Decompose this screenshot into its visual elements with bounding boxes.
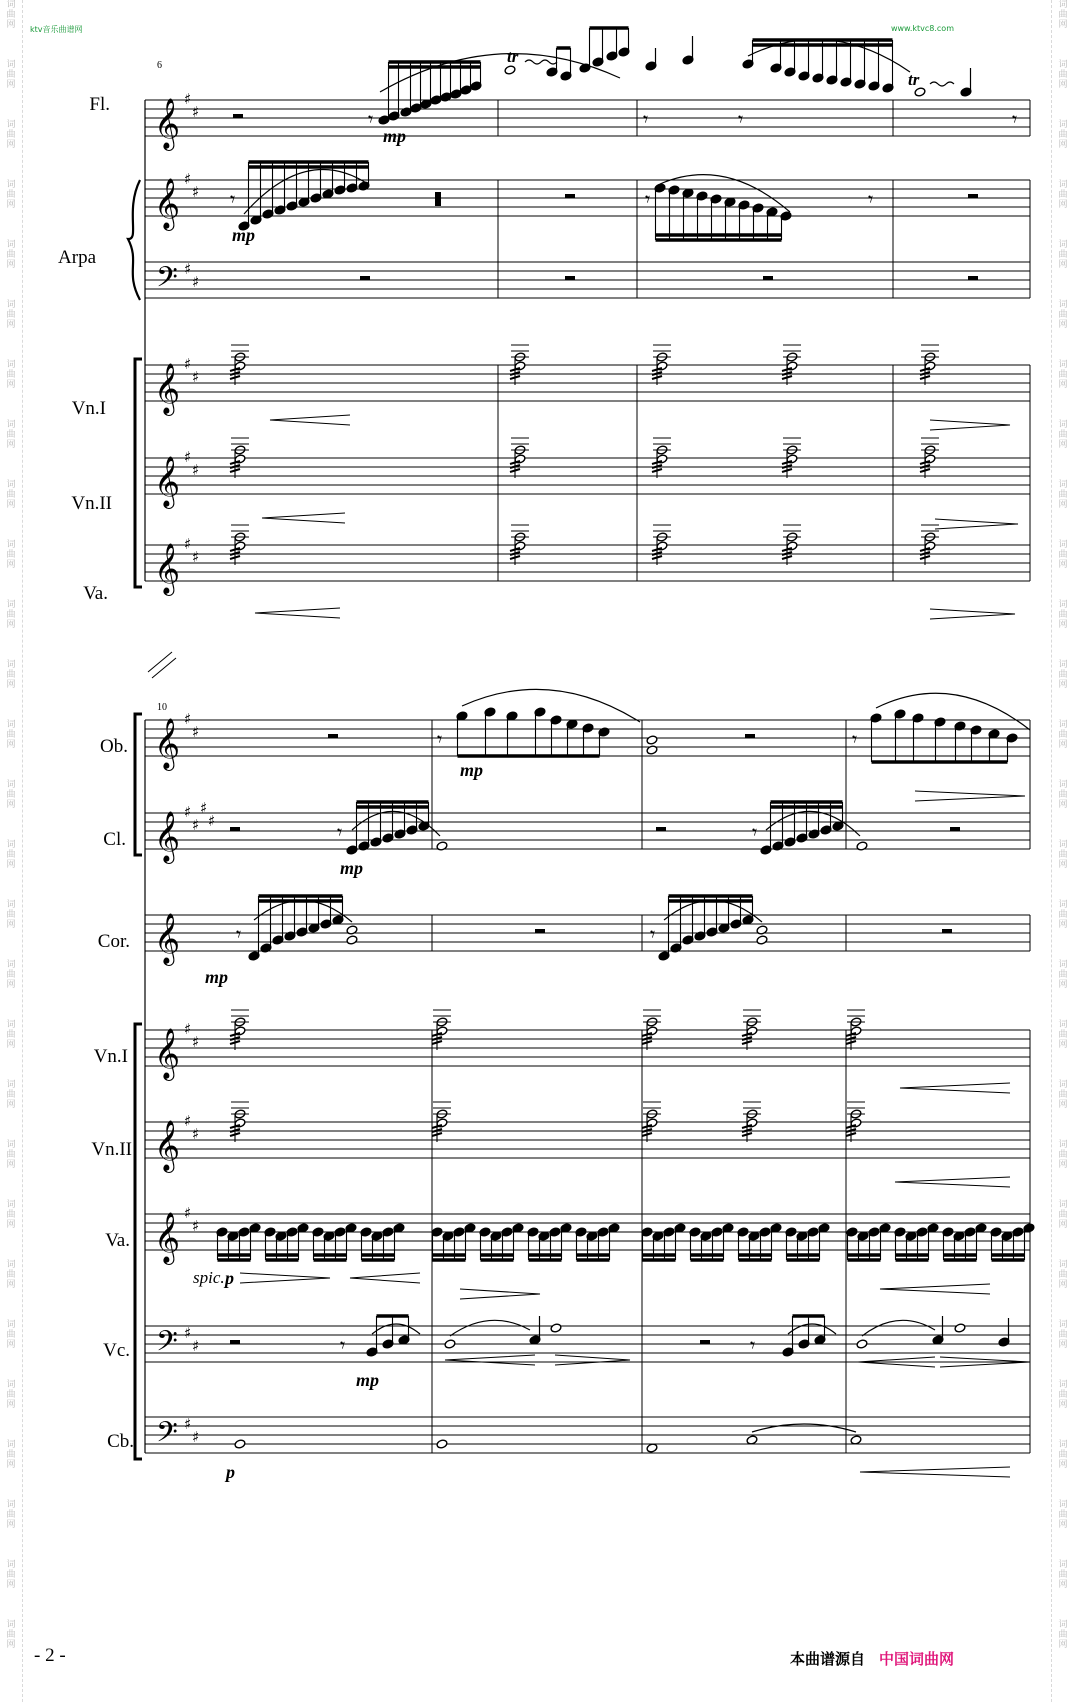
watermark-char-group: 词 曲 网 xyxy=(1058,780,1068,810)
watermark-char-group: 词 曲 网 xyxy=(1058,420,1068,450)
watermark-char-group: 词 曲 网 xyxy=(1058,1440,1068,1470)
watermark-char-group: 词 曲 网 xyxy=(6,960,16,990)
watermark-char-group: 词 曲 网 xyxy=(6,1020,16,1050)
trill-mark-2: tr xyxy=(908,70,920,89)
eighth-rest-icon: 𝄾 xyxy=(1012,107,1018,131)
cello-dotted-half xyxy=(856,1339,868,1349)
treble-clef-icon: 𝄞 xyxy=(154,98,181,149)
half-rest-icon xyxy=(745,734,755,738)
trill-wavy-icon xyxy=(930,82,954,86)
viola-crescendo xyxy=(880,1284,990,1294)
violin1-tremolo-chord-tremolo xyxy=(652,372,662,375)
trill-mark-1: tr xyxy=(507,47,519,66)
viola-tremolo-chord-tremolo xyxy=(230,556,240,559)
violin2-b-tremolo-chord-tremolo xyxy=(742,1129,752,1132)
horn-dynamic: mp xyxy=(205,967,229,987)
violin2-b-tremolo-chord-tremolo xyxy=(846,1133,856,1136)
cello-half xyxy=(550,1323,562,1333)
violin1-tremolo-chord-tremolo xyxy=(782,376,792,379)
violin2-tremolo-chord-tremolo xyxy=(652,461,662,464)
treble-clef-icon: 𝄞 xyxy=(154,1120,181,1171)
contrabass-whole-note xyxy=(234,1439,246,1449)
key-sharp-icon: ♯ xyxy=(184,90,192,108)
watermark-char-group: 词 曲 网 xyxy=(6,720,16,750)
violin2-b-tremolo-chord-tremolo xyxy=(846,1129,856,1132)
violin1-tremolo-chord-tremolo xyxy=(230,376,240,379)
watermark-char-group: 词 曲 网 xyxy=(6,1080,16,1110)
violin1-b-tremolo-chord-tremolo xyxy=(742,1037,752,1040)
violin2-tremolo-chord-tremolo xyxy=(920,469,930,472)
half-rest-icon xyxy=(328,734,338,738)
half-rest-icon xyxy=(565,276,575,280)
viola-tremolo-chord-tremolo xyxy=(510,552,520,555)
violin2-tremolo-chord-tremolo xyxy=(510,469,520,472)
treble-clef-icon: 𝄞 xyxy=(154,1212,181,1263)
half-rest-icon xyxy=(230,1340,240,1344)
half-rest-icon xyxy=(700,1340,710,1344)
violin1-tremolo-chord-tremolo xyxy=(782,372,792,375)
key-sharp-icon: ♯ xyxy=(208,812,216,830)
clarinet-half-note xyxy=(436,841,448,851)
half-rest-icon xyxy=(535,929,545,933)
cello-dotted-half xyxy=(444,1339,456,1349)
violin1-tremolo-chord-tremolo xyxy=(230,368,240,371)
viola-tremolo-chord-tremolo xyxy=(920,556,930,559)
violin1-b-tremolo-chord-tremolo xyxy=(230,1037,240,1040)
violin2-tremolo-chord-tremolo xyxy=(230,461,240,464)
violin1-tremolo-chord-tremolo xyxy=(920,372,930,375)
key-sharp-icon: ♯ xyxy=(192,1033,200,1051)
viola-tremolo-chord-tremolo xyxy=(652,556,662,559)
bass-clef-icon: 𝄢 xyxy=(156,1325,178,1365)
watermark-char-group: 词 曲 网 xyxy=(1058,1260,1068,1290)
treble-clef-icon: 𝄞 xyxy=(154,1028,181,1079)
key-sharp-icon: ♯ xyxy=(184,1415,192,1433)
viola-tremolo-chord-tremolo xyxy=(230,548,240,551)
key-sharp-icon: ♯ xyxy=(192,461,200,479)
viola-decrescendo xyxy=(930,609,1015,619)
violin1-tremolo-chord-tremolo xyxy=(510,376,520,379)
key-sharp-icon: ♯ xyxy=(184,170,192,188)
violin1-b-tremolo-chord-tremolo xyxy=(846,1033,856,1036)
violin2-tremolo-chord-tremolo xyxy=(782,469,792,472)
instrument-label-violin1-b: Vn.I xyxy=(93,1046,128,1067)
oboe-dynamic: mp xyxy=(460,760,484,780)
violin2-b-tremolo-chord-tremolo xyxy=(230,1125,240,1128)
eighth-rest-icon: 𝄾 xyxy=(868,187,874,211)
key-sharp-icon: ♯ xyxy=(200,799,208,817)
watermark-char-group: 词 曲 网 xyxy=(1058,1020,1068,1050)
instrument-label-harp: Arpa xyxy=(58,247,96,268)
harp-dynamic: mp xyxy=(232,225,256,245)
key-sharp-icon: ♯ xyxy=(184,448,192,466)
watermark-char-group: 词 曲 网 xyxy=(6,240,16,270)
watermark-char-group: 词 曲 网 xyxy=(1058,540,1068,570)
system-separator xyxy=(148,652,172,672)
watermark-char-group: 词 曲 网 xyxy=(6,480,16,510)
key-sharp-icon: ♯ xyxy=(184,710,192,728)
watermark-char-group: 词 曲 网 xyxy=(1058,720,1068,750)
instrument-label-violin1: Vn.I xyxy=(71,398,106,419)
treble-clef-icon: 𝄞 xyxy=(154,913,181,964)
viola-tremolo-chord-tremolo xyxy=(782,556,792,559)
violin1-crescendo xyxy=(270,415,350,425)
watermark-char-group: 词 曲 网 xyxy=(6,660,16,690)
key-sharp-icon: ♯ xyxy=(192,273,200,291)
violin2-b-tremolo-chord-tremolo xyxy=(642,1133,652,1136)
watermark-char-group: 词 曲 网 xyxy=(1058,1620,1068,1650)
watermark-char-group: 词 曲 网 xyxy=(1058,0,1068,30)
key-sharp-icon: ♯ xyxy=(184,1020,192,1038)
viola-expression: spic. xyxy=(193,1268,225,1287)
watermark-char-group: 词 曲 网 xyxy=(6,900,16,930)
violin2-b-crescendo xyxy=(895,1177,1010,1187)
cello-decrescendo xyxy=(555,1355,630,1365)
violin2-tremolo-chord-tremolo xyxy=(510,465,520,468)
violin2-b-tremolo-chord-tremolo xyxy=(642,1125,652,1128)
half-rest-icon xyxy=(968,276,978,280)
violin2-tremolo-chord-tremolo xyxy=(652,469,662,472)
half-rest-icon xyxy=(942,929,952,933)
key-sharp-icon: ♯ xyxy=(192,1337,200,1355)
violin1-b-tremolo-chord-tremolo xyxy=(742,1041,752,1044)
watermark-char-group: 词 曲 网 xyxy=(1058,120,1068,150)
horn-half-note xyxy=(756,935,768,945)
cello-slur-3 xyxy=(862,1320,935,1336)
watermark-char-group: 词 曲 网 xyxy=(1058,60,1068,90)
violin2-tremolo-chord-tremolo xyxy=(782,465,792,468)
watermark-char-group: 词 曲 网 xyxy=(1058,480,1068,510)
watermark-char-group: 词 曲 网 xyxy=(1058,960,1068,990)
watermark-char-group: 词 曲 网 xyxy=(6,1320,16,1350)
violin2-tremolo-chord-tremolo xyxy=(782,461,792,464)
violin2-b-tremolo-chord-tremolo xyxy=(230,1133,240,1136)
watermark-char-group: 词 曲 网 xyxy=(1058,1080,1068,1110)
violin2-tremolo-chord-tremolo xyxy=(920,465,930,468)
instrument-label-contrabass: Cb. xyxy=(107,1431,134,1452)
violin2-tremolo-chord-tremolo xyxy=(510,461,520,464)
watermark-char-group: 词 曲 网 xyxy=(6,1620,16,1650)
violin2-b-tremolo-chord-tremolo xyxy=(432,1125,442,1128)
key-sharp-icon: ♯ xyxy=(192,368,200,386)
violin2-b-tremolo-chord-tremolo xyxy=(642,1129,652,1132)
half-rest-icon xyxy=(565,194,575,198)
contrabass-dynamic: p xyxy=(226,1462,235,1482)
watermark-char-group: 词 曲 网 xyxy=(6,1440,16,1470)
violin1-tremolo-chord-tremolo xyxy=(230,372,240,375)
watermark-char-group: 词 曲 网 xyxy=(1058,240,1068,270)
contrabass-whole-note xyxy=(436,1439,448,1449)
footer-source xyxy=(790,1648,954,1669)
violin1-b-tremolo-chord-tremolo xyxy=(230,1033,240,1036)
half-rest-icon xyxy=(233,114,243,118)
half-rest-icon xyxy=(950,827,960,831)
watermark-char-group: 词 曲 网 xyxy=(1058,840,1068,870)
clarinet-dynamic: mp xyxy=(340,858,364,878)
violin2-b-tremolo-chord-tremolo xyxy=(846,1125,856,1128)
contrabass-crescendo xyxy=(860,1467,1010,1477)
harp-brace xyxy=(128,180,140,300)
watermark-char-group: 词 曲 网 xyxy=(6,420,16,450)
viola-crescendo xyxy=(255,608,340,618)
violin2-b-tremolo-chord-tremolo xyxy=(230,1129,240,1132)
violin2-tremolo-chord-tremolo xyxy=(920,461,930,464)
quarter-rest-icon xyxy=(435,192,441,206)
violin1-tremolo-chord-tremolo xyxy=(510,368,520,371)
key-sharp-icon: ♯ xyxy=(184,355,192,373)
violin1-b-tremolo-chord-tremolo xyxy=(846,1037,856,1040)
half-rest-icon xyxy=(360,276,370,280)
violin1-tremolo-chord-tremolo xyxy=(782,368,792,371)
half-rest-icon xyxy=(763,276,773,280)
viola-tremolo-chord-tremolo xyxy=(652,552,662,555)
eighth-rest-icon: 𝄾 xyxy=(337,820,343,844)
watermark-char-group: 词 曲 网 xyxy=(1058,1140,1068,1170)
viola-tremolo-chord-tremolo xyxy=(510,548,520,551)
watermark-char-group: 词 曲 网 xyxy=(6,540,16,570)
key-sharp-icon: ♯ xyxy=(192,548,200,566)
instrument-label-viola: Va. xyxy=(83,583,108,604)
watermark-char-group: 词 曲 网 xyxy=(6,1140,16,1170)
violin2-b-tremolo-chord-tremolo xyxy=(742,1125,752,1128)
key-sharp-icon: ♯ xyxy=(184,1112,192,1130)
violin1-b-tremolo-chord-tremolo xyxy=(432,1037,442,1040)
horn-half-note xyxy=(756,925,768,935)
watermark-char-group: 词 曲 网 xyxy=(6,1560,16,1590)
watermark-char-group: 词 曲 网 xyxy=(1058,1500,1068,1530)
watermark-char-group: 词 曲 网 xyxy=(6,1380,16,1410)
watermark-char-group: 词 曲 网 xyxy=(1058,900,1068,930)
treble-clef-icon: 𝄞 xyxy=(154,718,181,769)
violin1-b-tremolo-chord-tremolo xyxy=(432,1033,442,1036)
eighth-rest-icon: 𝄾 xyxy=(738,107,744,131)
watermark-char-group: 词 曲 网 xyxy=(6,120,16,150)
cello-crescendo xyxy=(445,1355,535,1365)
eighth-rest-icon: 𝄾 xyxy=(643,107,649,131)
page-number: - 2 - xyxy=(34,1645,66,1666)
half-rest-icon xyxy=(968,194,978,198)
eighth-rest-icon: 𝄾 xyxy=(437,727,443,751)
viola-tremolo-chord-tremolo xyxy=(782,552,792,555)
instrument-label-violin2: Vn.II xyxy=(71,493,112,514)
half-rest-icon xyxy=(230,827,240,831)
violin2-b-tremolo-chord-tremolo xyxy=(432,1129,442,1132)
watermark-char-group: 词 曲 网 xyxy=(6,0,16,30)
half-rest-icon xyxy=(656,827,666,831)
oboe-half-note xyxy=(646,735,658,745)
header-site-name: ktv音乐曲谱网 xyxy=(30,25,83,34)
key-sharp-icon: ♯ xyxy=(192,1217,200,1235)
treble-clef-icon: 𝄞 xyxy=(154,543,181,594)
violin2-b-tremolo-chord-tremolo xyxy=(432,1133,442,1136)
eighth-rest-icon: 𝄾 xyxy=(230,187,236,211)
key-sharp-icon: ♯ xyxy=(192,103,200,121)
violin1-tremolo-chord-tremolo xyxy=(652,376,662,379)
watermark-char-group: 词 曲 网 xyxy=(6,360,16,390)
violin1-tremolo-chord-tremolo xyxy=(920,368,930,371)
eighth-rest-icon: 𝄾 xyxy=(852,727,858,751)
eighth-rest-icon: 𝄾 xyxy=(750,1333,756,1357)
violin1-tremolo-chord-tremolo xyxy=(652,368,662,371)
viola-decrescendo xyxy=(460,1289,540,1299)
violin2-tremolo-chord-tremolo xyxy=(230,465,240,468)
key-sharp-icon: ♯ xyxy=(184,1324,192,1342)
violin2-b-tremolo-chord-tremolo xyxy=(742,1133,752,1136)
strings-bracket xyxy=(135,1024,142,1459)
violin1-tremolo-chord-tremolo xyxy=(510,372,520,375)
violin2-tremolo-chord-tremolo xyxy=(230,469,240,472)
watermark-char-group: 词 曲 网 xyxy=(6,300,16,330)
watermark-char-group: 词 曲 网 xyxy=(1058,1560,1068,1590)
eighth-rest-icon: 𝄾 xyxy=(752,820,758,844)
violin1-b-tremolo-chord-tremolo xyxy=(230,1041,240,1044)
viola-decrescendo xyxy=(240,1273,330,1283)
viola-tremolo-chord-tremolo xyxy=(510,556,520,559)
watermark-char-group: 词 曲 网 xyxy=(1058,300,1068,330)
treble-clef-icon: 𝄞 xyxy=(154,456,181,507)
violin1-b-tremolo-chord-tremolo xyxy=(432,1041,442,1044)
system-separator xyxy=(152,658,176,678)
eighth-rest-icon: 𝄾 xyxy=(236,922,242,946)
violin1-b-tremolo-chord-tremolo xyxy=(742,1033,752,1036)
eighth-rest-icon: 𝄾 xyxy=(645,187,651,211)
key-sharp-icon: ♯ xyxy=(184,803,192,821)
key-sharp-icon: ♯ xyxy=(184,260,192,278)
horn-half-note xyxy=(346,925,358,935)
viola-tremolo-chord-tremolo xyxy=(230,552,240,555)
watermark-char-group: 词 曲 网 xyxy=(1058,1320,1068,1350)
watermark-char-group: 词 曲 网 xyxy=(6,180,16,210)
strings-bracket xyxy=(135,359,142,587)
oboe-slur xyxy=(462,689,640,722)
cello-slur xyxy=(450,1320,530,1336)
oboe-decrescendo xyxy=(915,791,1025,801)
clarinet-half-note xyxy=(856,841,868,851)
oboe-half-note xyxy=(646,745,658,755)
viola-crescendo xyxy=(350,1273,420,1283)
horn-half-note xyxy=(346,935,358,945)
violin1-b-tremolo-chord-tremolo xyxy=(642,1037,652,1040)
instrument-label-viola-b: Va. xyxy=(105,1230,130,1251)
watermark-char-group: 词 曲 网 xyxy=(6,1500,16,1530)
viola-tremolo-chord-tremolo xyxy=(652,548,662,551)
treble-clef-icon: 𝄞 xyxy=(154,363,181,414)
instrument-label-oboe: Ob. xyxy=(100,736,128,757)
violin1-b-crescendo xyxy=(900,1083,1010,1093)
key-sharp-icon: ♯ xyxy=(192,816,200,834)
watermark-char-group: 词 曲 网 xyxy=(1058,1380,1068,1410)
key-sharp-icon: ♯ xyxy=(192,723,200,741)
watermark-char-group: 词 曲 网 xyxy=(1058,600,1068,630)
bass-clef-icon: 𝄢 xyxy=(156,1416,178,1456)
instrument-label-horn: Cor. xyxy=(97,931,130,952)
instrument-label-flute: Fl. xyxy=(89,94,110,115)
viola-dynamic: p xyxy=(225,1268,234,1288)
watermark-char-group: 词 曲 网 xyxy=(6,1200,16,1230)
violin1-b-tremolo-chord-tremolo xyxy=(846,1041,856,1044)
viola-tremolo-chord-tremolo xyxy=(920,552,930,555)
violin2-crescendo xyxy=(262,513,345,523)
treble-clef-icon: 𝄞 xyxy=(154,178,181,229)
instrument-label-clarinet: Cl. xyxy=(103,829,126,850)
flute-dynamic: mp xyxy=(383,126,407,146)
violin1-b-tremolo-chord-tremolo xyxy=(642,1033,652,1036)
key-sharp-icon: ♯ xyxy=(192,1125,200,1143)
watermark-char-group: 词 曲 网 xyxy=(1058,660,1068,690)
watermark-char-group: 词 曲 网 xyxy=(6,60,16,90)
violin1-b-tremolo-chord-tremolo xyxy=(642,1041,652,1044)
violin2-tremolo-chord-tremolo xyxy=(652,465,662,468)
footer-source-text: 本曲谱源自 xyxy=(789,1650,865,1668)
watermark-char-group: 词 曲 网 xyxy=(1058,180,1068,210)
key-sharp-icon: ♯ xyxy=(184,1204,192,1222)
watermark-char-group: 词 曲 网 xyxy=(6,780,16,810)
violin1-decrescendo xyxy=(930,420,1010,430)
cello-half xyxy=(954,1323,966,1333)
watermark-char-group: 词 曲 网 xyxy=(6,1260,16,1290)
footer-brand: 中国词曲网 xyxy=(878,1650,954,1668)
flute-phrase-slur xyxy=(380,54,620,92)
key-sharp-icon: ♯ xyxy=(192,1428,200,1446)
contrabass-tie xyxy=(752,1424,856,1432)
bass-clef-icon: 𝄢 xyxy=(156,261,178,301)
system2-measure-number: 10 xyxy=(157,702,167,713)
violin2-decrescendo xyxy=(935,519,1018,529)
eighth-rest-icon: 𝄾 xyxy=(650,922,656,946)
watermark-char-group: 词 曲 网 xyxy=(1058,360,1068,390)
key-sharp-icon: ♯ xyxy=(184,535,192,553)
instrument-label-violin2-b: Vn.II xyxy=(91,1139,132,1160)
key-sharp-icon: ♯ xyxy=(192,183,200,201)
watermark-char-group: 词 曲 网 xyxy=(6,840,16,870)
violin1-tremolo-chord-tremolo xyxy=(920,376,930,379)
treble-clef-icon: 𝄞 xyxy=(154,811,181,862)
watermark-char-group: 词 曲 网 xyxy=(6,600,16,630)
woodwind-bracket xyxy=(135,714,142,855)
eighth-rest-icon: 𝄾 xyxy=(368,107,374,131)
eighth-rest-icon: 𝄾 xyxy=(340,1333,346,1357)
header-site-url: www.ktvc8.com xyxy=(890,24,954,33)
viola-tremolo-chord-tremolo xyxy=(920,548,930,551)
cello-dynamic: mp xyxy=(356,1370,380,1390)
watermark-char-group: 词 曲 网 xyxy=(1058,1200,1068,1230)
viola-tremolo-chord-tremolo xyxy=(782,548,792,551)
system1-measure-number: 6 xyxy=(157,60,162,71)
instrument-label-cello: Vc. xyxy=(103,1340,130,1361)
trill-wavy-icon xyxy=(525,60,557,64)
